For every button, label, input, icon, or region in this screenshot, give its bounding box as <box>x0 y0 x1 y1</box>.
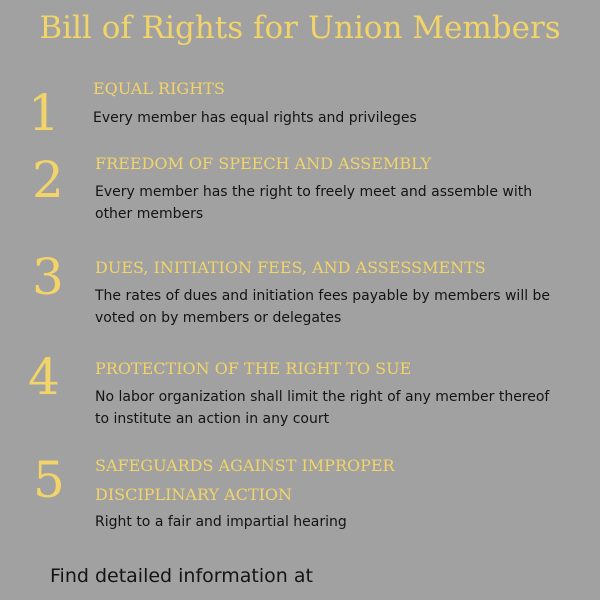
item-description: Every member has equal rights and privileges <box>93 110 417 126</box>
item-heading-line-2: DISCIPLINARY ACTION <box>95 485 293 504</box>
item-number: 1 <box>28 84 60 142</box>
item-number: 5 <box>33 451 65 509</box>
item-heading-line-1: SAFEGUARDS AGAINST IMPROPER <box>95 456 395 475</box>
item-description: The rates of dues and initiation fees payable by members will be voted on by members or delegates <box>95 288 551 326</box>
item-description: Right to a fair and impartial hearing <box>95 514 347 530</box>
item-number: 4 <box>28 348 60 406</box>
item-number: 2 <box>32 151 64 209</box>
item-heading: PROTECTION OF THE RIGHT TO SUE <box>95 359 412 378</box>
item-heading: DUES, INITIATION FEES, AND ASSESSMENTS <box>95 258 486 277</box>
item-heading: FREEDOM OF SPEECH AND ASSEMBLY <box>95 154 432 173</box>
page-title: Bill of Rights for Union Members <box>39 10 561 46</box>
item-description: Every member has the right to freely meet and assemble with other members <box>95 184 533 222</box>
footer-text: Find detailed information at <box>50 565 313 587</box>
item-description: No labor organization shall limit the right of any member thereof to institute an action in any court <box>95 389 550 427</box>
item-heading: EQUAL RIGHTS <box>93 79 225 98</box>
item-number: 3 <box>32 248 64 306</box>
